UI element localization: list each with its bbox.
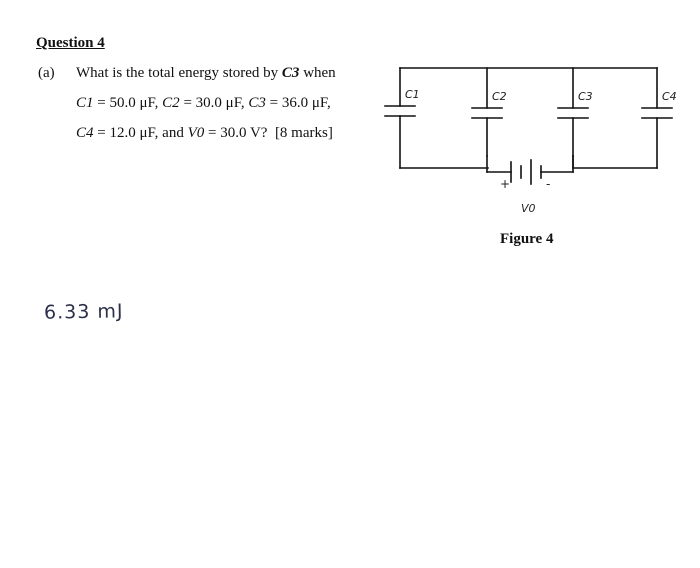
question-line-2 — [76, 95, 331, 112]
c4-name: C4 — [76, 125, 94, 141]
c4-label: C4 — [662, 90, 677, 103]
figure-caption: Figure 4 — [500, 231, 554, 247]
c2-label: C2 — [492, 90, 507, 103]
question-text-prefix: What is the total energy stored by — [76, 65, 282, 81]
plus-sign: + — [500, 177, 511, 191]
v0-value: = 30.0 V? — [204, 125, 268, 141]
minus-sign: - — [546, 177, 551, 191]
c4-value: = 12.0 μF, and — [93, 125, 188, 141]
target-capacitor: C3 — [281, 65, 300, 81]
question-text-suffix: when — [299, 65, 336, 81]
c1-name: C1 — [76, 95, 94, 111]
c3-value: = 36.0 μF, — [265, 95, 331, 111]
marks: [8 marks] — [274, 125, 333, 141]
part-label: (a) — [38, 65, 55, 81]
question-line-1 — [76, 65, 336, 82]
c3-label: C3 — [578, 90, 593, 103]
c2-value: = 30.0 μF, — [179, 95, 249, 111]
v0-name: V0 — [187, 125, 205, 141]
c3-name: C3 — [248, 95, 266, 111]
circuit-svg — [380, 60, 680, 225]
handwritten-answer: 6.33 mJ — [43, 300, 124, 324]
source-label: V0 — [521, 202, 536, 215]
circuit-diagram — [380, 60, 680, 225]
question-line-3 — [76, 125, 333, 142]
c1-value: = 50.0 μF, — [93, 95, 163, 111]
question-heading: Question 4 — [36, 35, 105, 51]
c1-label: C1 — [405, 88, 420, 101]
c2-name: C2 — [162, 95, 180, 111]
